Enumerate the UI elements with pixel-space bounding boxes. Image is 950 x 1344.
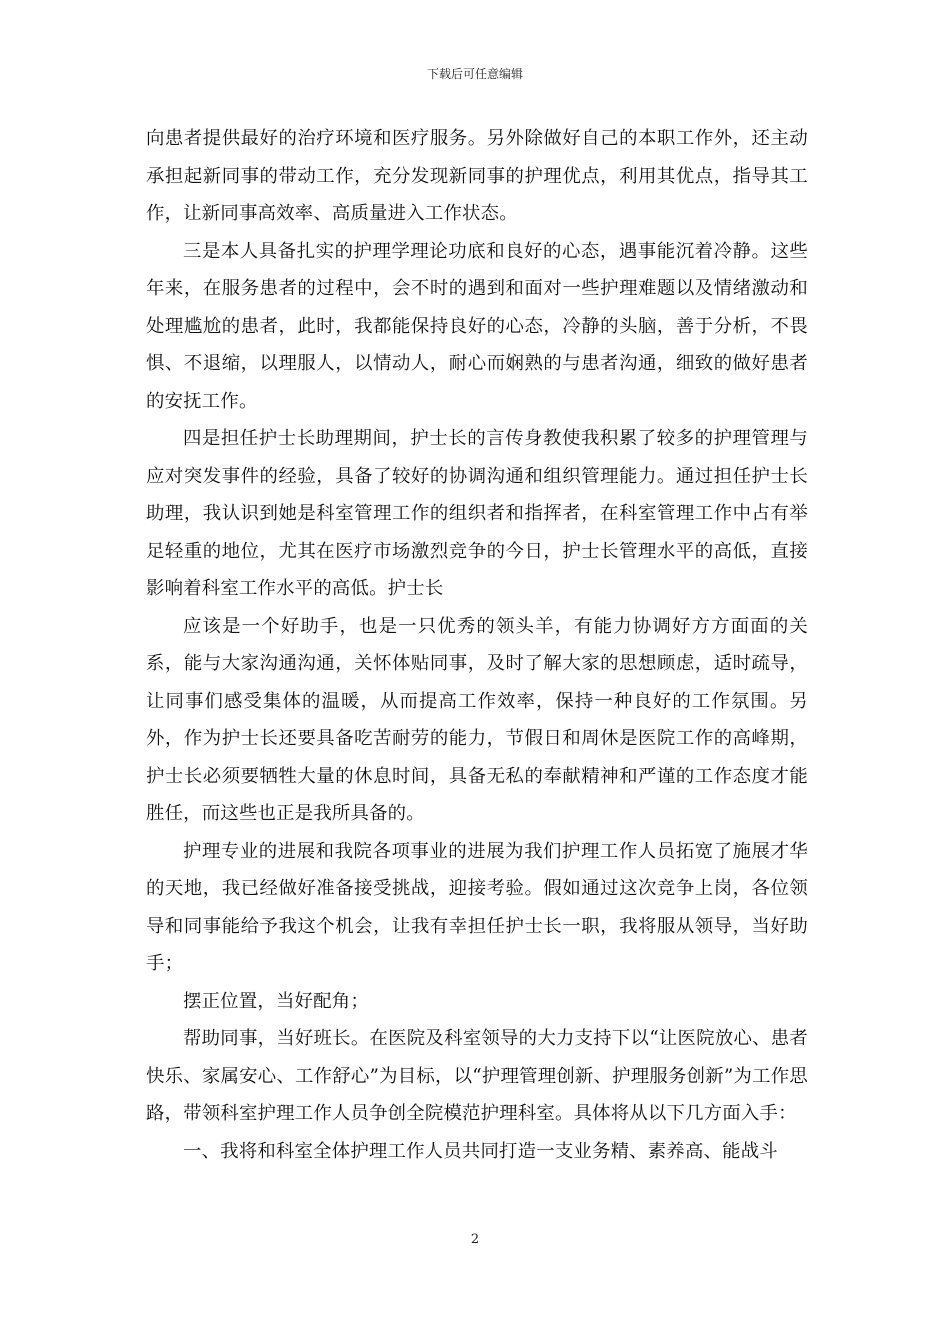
- page-header: 下载后可任意编辑: [426, 67, 523, 81]
- paragraph-6: 摆正位置，当好配角；: [183, 990, 369, 1012]
- document-body: [146, 120, 808, 1170]
- page-number: 2: [470, 1232, 480, 1247]
- paragraph-3: 四是担任护士长助理期间，护士长的言传身教使我积累了较多的护理管理与应对突发事件的经验，具备了较好的协调沟通和组织管理能力。通过担任护士长助理，我认识到她是科室管理工作的组织者和指挥者，在科室管理工作中占有举足轻重的地位，尤其在医疗市场激烈竞争的今日，护士长管理水平的高低，直接影响着科室工作水平的高低。护士长: [146, 428, 808, 599]
- paragraph-4: 应该是一个好助手，也是一只优秀的领头羊，有能力协调好方方面面的关系，能与大家沟通沟通，关怀体贴同事，及时了解大家的思想顾虑，适时疏导，让同事们感受集体的温暖，从而提高工作效率，保持一种良好的工作氛围。另外，作为护士长还要具备吃苦耐劳的能力，节假日和周休是医院工作的高峰期，护士长必须要牺牲大量的休息时间，具备无私的奉献精神和严谨的工作态度才能胜任，而这些也正是我所具备的。: [146, 615, 808, 824]
- paragraph-8: 一、我将和科室全体护理工作人员共同打造一支业务精、素养高、能战斗: [183, 1140, 778, 1162]
- paragraph-1: 向患者提供最好的治疗环境和医疗服务。另外除做好自己的本职工作外，还主动承担起新同事的带动工作，充分发现新同事的护理优点，利用其优点，指导其工作，让新同事高效率、高质量进入工作状态。: [146, 128, 808, 224]
- paragraph-7: 帮助同事，当好班长。在医院及科室领导的大力支持下以“让医院放心、患者快乐、家属安心、工作舒心”为目标，以“护理管理创新、护理服务创新”为工作思路，带领科室护理工作人员争创全院模范护理科室。具体将从以下几方面入手：: [146, 1028, 808, 1124]
- paragraph-2: 三是本人具备扎实的护理学理论功底和良好的心态，遇事能沉着冷静。这些年来，在服务患者的过程中，会不时的遇到和面对一些护理难题以及情绪激动和处理尴尬的患者，此时，我都能保持良好的心态，冷静的头脑，善于分析，不畏惧、不退缩，以理服人，以情动人，耐心而娴熟的与患者沟通，细致的做好患者的安抚工作。: [146, 240, 808, 412]
- paragraph-5: 护理专业的进展和我院各项事业的进展为我们护理工作人员拓宽了施展才华的天地，我已经做好准备接受挑战，迎接考验。假如通过这次竞争上岗，各位领导和同事能给予我这个机会，让我有幸担任护士长一职，我将服从领导，当好助手；: [146, 840, 808, 974]
